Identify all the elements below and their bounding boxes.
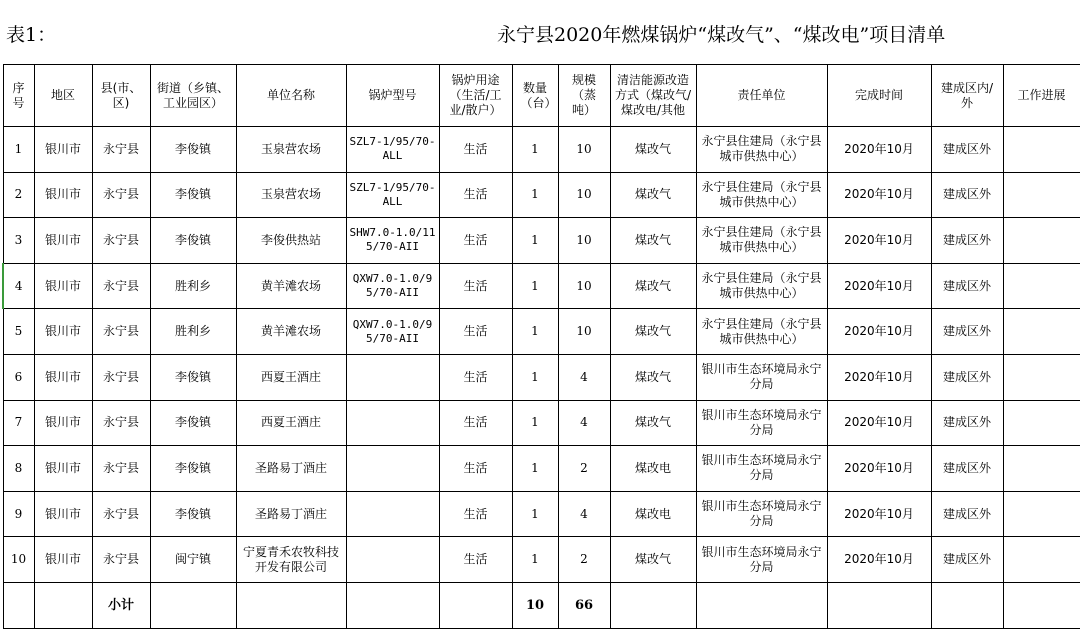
cell-use: 生活 <box>439 172 512 218</box>
header-scale: 规模（蒸吨） <box>558 65 610 127</box>
cell-model <box>346 354 439 400</box>
cell-county: 永宁县 <box>92 263 150 309</box>
cell-seq: 10 <box>3 537 34 583</box>
cell-region: 银川市 <box>34 172 92 218</box>
cell-town: 李俊镇 <box>150 491 236 537</box>
cell-method: 煤改电 <box>610 446 696 492</box>
cell-region: 银川市 <box>34 400 92 446</box>
cell-area: 建成区外 <box>931 400 1003 446</box>
header-county: 县(市、区) <box>92 65 150 127</box>
table-label: 表1： <box>6 24 57 46</box>
cell-scale: 4 <box>558 400 610 446</box>
subtotal-scale: 66 <box>558 582 610 628</box>
cell-model: QXW7.0-1.0/95/70-AII <box>346 263 439 309</box>
cell-progress <box>1003 172 1080 218</box>
cell-use: 生活 <box>439 537 512 583</box>
header-seq: 序号 <box>3 65 34 127</box>
cell-resp: 银川市生态环境局永宁分局 <box>696 354 827 400</box>
cell-area: 建成区外 <box>931 537 1003 583</box>
cell-resp: 永宁县住建局（永宁县城市供热中心） <box>696 263 827 309</box>
cell-time: 2020年10月 <box>827 354 931 400</box>
cell-time: 2020年10月 <box>827 218 931 264</box>
cell-unit: 西夏王酒庄 <box>236 400 346 446</box>
cell-method: 煤改气 <box>610 537 696 583</box>
cell-town: 李俊镇 <box>150 354 236 400</box>
cell-region: 银川市 <box>34 446 92 492</box>
cell-method: 煤改气 <box>610 172 696 218</box>
cell-unit: 圣路易丁酒庄 <box>236 491 346 537</box>
cell-progress <box>1003 127 1080 173</box>
cell-area: 建成区外 <box>931 491 1003 537</box>
cell-county: 永宁县 <box>92 354 150 400</box>
cell-seq: 7 <box>3 400 34 446</box>
cell-qty: 1 <box>512 354 558 400</box>
cell-qty: 1 <box>512 309 558 355</box>
cell-county: 永宁县 <box>92 446 150 492</box>
cell-town: 李俊镇 <box>150 218 236 264</box>
cell-town: 胜利乡 <box>150 309 236 355</box>
cell-time: 2020年10月 <box>827 400 931 446</box>
header-town: 街道（乡镇、工业园区） <box>150 65 236 127</box>
cell-model: SZL7-1/95/70-ALL <box>346 127 439 173</box>
cell-county: 永宁县 <box>92 400 150 446</box>
cell-county: 永宁县 <box>92 172 150 218</box>
cell-qty: 1 <box>512 263 558 309</box>
cell-scale: 10 <box>558 172 610 218</box>
cell-progress <box>1003 446 1080 492</box>
header-resp: 责任单位 <box>696 65 827 127</box>
cell-time: 2020年10月 <box>827 537 931 583</box>
cell-region: 银川市 <box>34 127 92 173</box>
cell-scale: 10 <box>558 309 610 355</box>
cell-unit: 西夏王酒庄 <box>236 354 346 400</box>
cell-scale: 10 <box>558 218 610 264</box>
table-row <box>3 537 1080 583</box>
cell-scale: 2 <box>558 446 610 492</box>
cell-qty: 1 <box>512 172 558 218</box>
table-row <box>3 400 1080 446</box>
cell-method: 煤改气 <box>610 218 696 264</box>
cell-area: 建成区外 <box>931 309 1003 355</box>
cell-area: 建成区外 <box>931 446 1003 492</box>
cell-region: 银川市 <box>34 491 92 537</box>
cell-model <box>346 537 439 583</box>
cell-model: SHW7.0-1.0/115/70-AII <box>346 218 439 264</box>
cell-area: 建成区外 <box>931 263 1003 309</box>
cell-resp: 永宁县住建局（永宁县城市供热中心） <box>696 218 827 264</box>
cell-qty: 1 <box>512 446 558 492</box>
cell-time: 2020年10月 <box>827 263 931 309</box>
cell-county: 永宁县 <box>92 218 150 264</box>
header-area: 建成区内/外 <box>931 65 1003 127</box>
cell-unit: 黄羊滩农场 <box>236 309 346 355</box>
cell-county: 永宁县 <box>92 309 150 355</box>
cell-model <box>346 491 439 537</box>
cell-resp: 永宁县住建局（永宁县城市供热中心） <box>696 127 827 173</box>
cell-qty: 1 <box>512 400 558 446</box>
cell-unit: 玉泉营农场 <box>236 127 346 173</box>
cell-county: 永宁县 <box>92 491 150 537</box>
cell-seq: 2 <box>3 172 34 218</box>
cell-scale: 4 <box>558 354 610 400</box>
header-model: 锅炉型号 <box>346 65 439 127</box>
cell-resp: 永宁县住建局（永宁县城市供热中心） <box>696 309 827 355</box>
cell-model: SZL7-1/95/70-ALL <box>346 172 439 218</box>
cell-progress <box>1003 309 1080 355</box>
subtotal-qty: 10 <box>512 582 558 628</box>
cell-progress <box>1003 263 1080 309</box>
header-use: 锅炉用途（生活/工业/散户） <box>439 65 512 127</box>
cell-use: 生活 <box>439 309 512 355</box>
cell-unit: 圣路易丁酒庄 <box>236 446 346 492</box>
cell-seq: 3 <box>3 218 34 264</box>
cell-scale: 2 <box>558 537 610 583</box>
cell-use: 生活 <box>439 400 512 446</box>
cell-county: 永宁县 <box>92 537 150 583</box>
cell-resp: 银川市生态环境局永宁分局 <box>696 400 827 446</box>
cell-model <box>346 400 439 446</box>
table-row <box>3 172 1080 218</box>
cell-progress <box>1003 400 1080 446</box>
cell-seq: 6 <box>3 354 34 400</box>
document-title: 永宁县2020年燃煤锅炉“煤改气”、“煤改电”项目清单 <box>497 24 946 46</box>
header-progress: 工作进展 <box>1003 65 1080 127</box>
cell-qty: 1 <box>512 491 558 537</box>
cell-progress <box>1003 354 1080 400</box>
cell-time: 2020年10月 <box>827 491 931 537</box>
header-row <box>3 65 1080 127</box>
cell-area: 建成区外 <box>931 354 1003 400</box>
cell-unit: 玉泉营农场 <box>236 172 346 218</box>
table-row <box>3 446 1080 492</box>
cell-seq: 9 <box>3 491 34 537</box>
cell-seq: 1 <box>3 127 34 173</box>
cell-town: 李俊镇 <box>150 172 236 218</box>
cell-time: 2020年10月 <box>827 446 931 492</box>
cell-resp: 银川市生态环境局永宁分局 <box>696 446 827 492</box>
cell-county: 永宁县 <box>92 127 150 173</box>
cell-seq: 4 <box>3 263 34 309</box>
table-row <box>3 491 1080 537</box>
cell-area: 建成区外 <box>931 172 1003 218</box>
cell-seq: 5 <box>3 309 34 355</box>
table-row <box>3 127 1080 173</box>
cell-method: 煤改气 <box>610 400 696 446</box>
table-row <box>3 263 1080 309</box>
cell-method: 煤改气 <box>610 354 696 400</box>
cell-qty: 1 <box>512 218 558 264</box>
cell-qty: 1 <box>512 537 558 583</box>
header-qty: 数量（台） <box>512 65 558 127</box>
table-row <box>3 309 1080 355</box>
cell-area: 建成区外 <box>931 127 1003 173</box>
cell-area: 建成区外 <box>931 218 1003 264</box>
cell-model: QXW7.0-1.0/95/70-AII <box>346 309 439 355</box>
cell-method: 煤改气 <box>610 263 696 309</box>
cell-town: 李俊镇 <box>150 127 236 173</box>
header-unit: 单位名称 <box>236 65 346 127</box>
cell-unit: 黄羊滩农场 <box>236 263 346 309</box>
cell-resp: 银川市生态环境局永宁分局 <box>696 491 827 537</box>
cell-unit: 宁夏青禾农牧科技开发有限公司 <box>236 537 346 583</box>
cell-scale: 10 <box>558 263 610 309</box>
cell-resp: 永宁县住建局（永宁县城市供热中心） <box>696 172 827 218</box>
cell-qty: 1 <box>512 127 558 173</box>
cell-region: 银川市 <box>34 263 92 309</box>
subtotal-row <box>3 582 1080 628</box>
cell-time: 2020年10月 <box>827 127 931 173</box>
cell-region: 银川市 <box>34 218 92 264</box>
cell-town: 李俊镇 <box>150 446 236 492</box>
cell-use: 生活 <box>439 354 512 400</box>
cell-use: 生活 <box>439 446 512 492</box>
cell-unit: 李俊供热站 <box>236 218 346 264</box>
cell-town: 胜利乡 <box>150 263 236 309</box>
cell-method: 煤改电 <box>610 491 696 537</box>
header-method: 清洁能源改造方式（煤改气/煤改电/其他 <box>610 65 696 127</box>
table-row <box>3 354 1080 400</box>
cell-use: 生活 <box>439 127 512 173</box>
cell-region: 银川市 <box>34 354 92 400</box>
cell-resp: 银川市生态环境局永宁分局 <box>696 537 827 583</box>
subtotal-label: 小计 <box>92 582 150 628</box>
cell-scale: 4 <box>558 491 610 537</box>
header-region: 地区 <box>34 65 92 127</box>
cell-region: 银川市 <box>34 537 92 583</box>
cell-progress <box>1003 537 1080 583</box>
header-time: 完成时间 <box>827 65 931 127</box>
cell-seq: 8 <box>3 446 34 492</box>
cell-time: 2020年10月 <box>827 172 931 218</box>
boiler-project-table <box>2 64 1080 629</box>
cell-model <box>346 446 439 492</box>
cell-progress <box>1003 491 1080 537</box>
cell-progress <box>1003 218 1080 264</box>
table-row <box>3 218 1080 264</box>
cell-town: 闽宁镇 <box>150 537 236 583</box>
cell-town: 李俊镇 <box>150 400 236 446</box>
cell-time: 2020年10月 <box>827 309 931 355</box>
cell-method: 煤改气 <box>610 309 696 355</box>
cell-use: 生活 <box>439 218 512 264</box>
cell-region: 银川市 <box>34 309 92 355</box>
cell-use: 生活 <box>439 263 512 309</box>
cell-scale: 10 <box>558 127 610 173</box>
cell-use: 生活 <box>439 491 512 537</box>
cell-method: 煤改气 <box>610 127 696 173</box>
